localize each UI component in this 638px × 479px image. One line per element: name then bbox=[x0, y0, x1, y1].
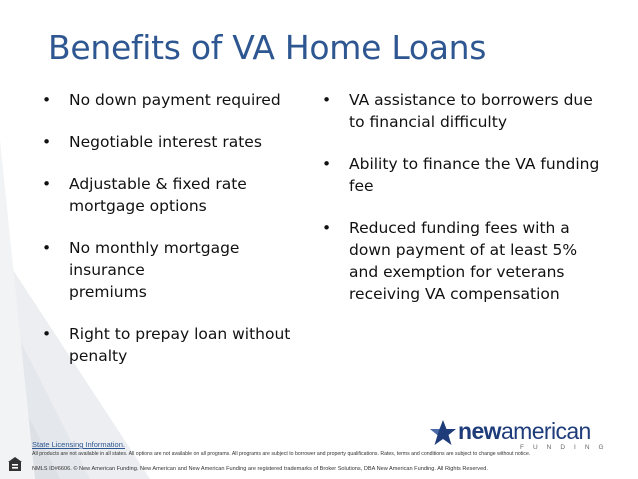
bullet-marker: • bbox=[42, 91, 52, 109]
bullet-marker: • bbox=[42, 175, 52, 193]
bullet-marker: • bbox=[42, 325, 52, 343]
new-american-funding-logo bbox=[428, 414, 628, 454]
bullet-item bbox=[42, 173, 312, 217]
bullet-marker: • bbox=[322, 155, 332, 173]
bullet-text-line: Reduced funding fees with a bbox=[349, 219, 570, 237]
state-licensing-link[interactable]: State Licensing Information. bbox=[32, 440, 125, 449]
bullet-item bbox=[322, 217, 622, 305]
bullet-text-line: Negotiable interest rates bbox=[69, 133, 262, 151]
bullet-text-line: Right to prepay loan without bbox=[69, 325, 291, 343]
bullet-marker: • bbox=[322, 91, 332, 109]
right-bullet-list bbox=[322, 89, 622, 325]
bullet-text-line: Ability to finance the VA funding bbox=[349, 155, 600, 173]
bullet-text-line: penalty bbox=[69, 347, 128, 365]
bullet-marker: • bbox=[42, 239, 52, 257]
bullet-text-line: fee bbox=[349, 177, 374, 195]
logo-wordmark bbox=[458, 418, 591, 445]
bullet-text-line: mortgage options bbox=[69, 197, 207, 215]
bullet-text-line: No monthly mortgage insurance bbox=[69, 239, 240, 279]
bullet-marker: • bbox=[322, 219, 332, 237]
bullet-text-line: Adjustable & fixed rate bbox=[69, 175, 247, 193]
left-bullet-list bbox=[42, 89, 312, 387]
bullet-item bbox=[322, 153, 622, 197]
bullet-item bbox=[42, 131, 312, 153]
logo-text-prefix: new bbox=[458, 418, 501, 444]
logo-text-suffix: american bbox=[500, 418, 591, 444]
bullet-text-line: VA assistance to borrowers due bbox=[349, 91, 593, 109]
bullet-item bbox=[322, 89, 622, 133]
bullet-item bbox=[42, 237, 312, 303]
bullet-text-line: receiving VA compensation bbox=[349, 285, 560, 303]
bullet-marker: • bbox=[42, 133, 52, 151]
logo-subtext: FUNDING bbox=[520, 444, 613, 451]
equal-housing-icon bbox=[7, 456, 23, 472]
bullet-text-line: No down payment required bbox=[69, 91, 281, 109]
star-icon bbox=[428, 418, 458, 448]
nmls-copyright: NMLS ID#6606. © New American Funding. New American and New American Funding are registered trademarks of Broker Solutions, DBA New American Funding. All Rights Reserved. bbox=[32, 466, 488, 472]
bullet-item bbox=[42, 89, 312, 111]
disclaimer-text: All products are not available in all states. All options are not available on all programs. All programs are subject to borrower and property qualifications. Rates, terms and conditions are subject to change without notice. bbox=[32, 451, 531, 457]
bullet-text-line: down payment of at least 5% bbox=[349, 241, 578, 259]
bullet-text-line: and exemption for veterans bbox=[349, 263, 565, 281]
bullet-item bbox=[42, 323, 312, 367]
bullet-text-line: premiums bbox=[69, 283, 147, 301]
slide-title: Benefits of VA Home Loans bbox=[48, 28, 487, 67]
bullet-text-line: to financial difficulty bbox=[349, 113, 507, 131]
